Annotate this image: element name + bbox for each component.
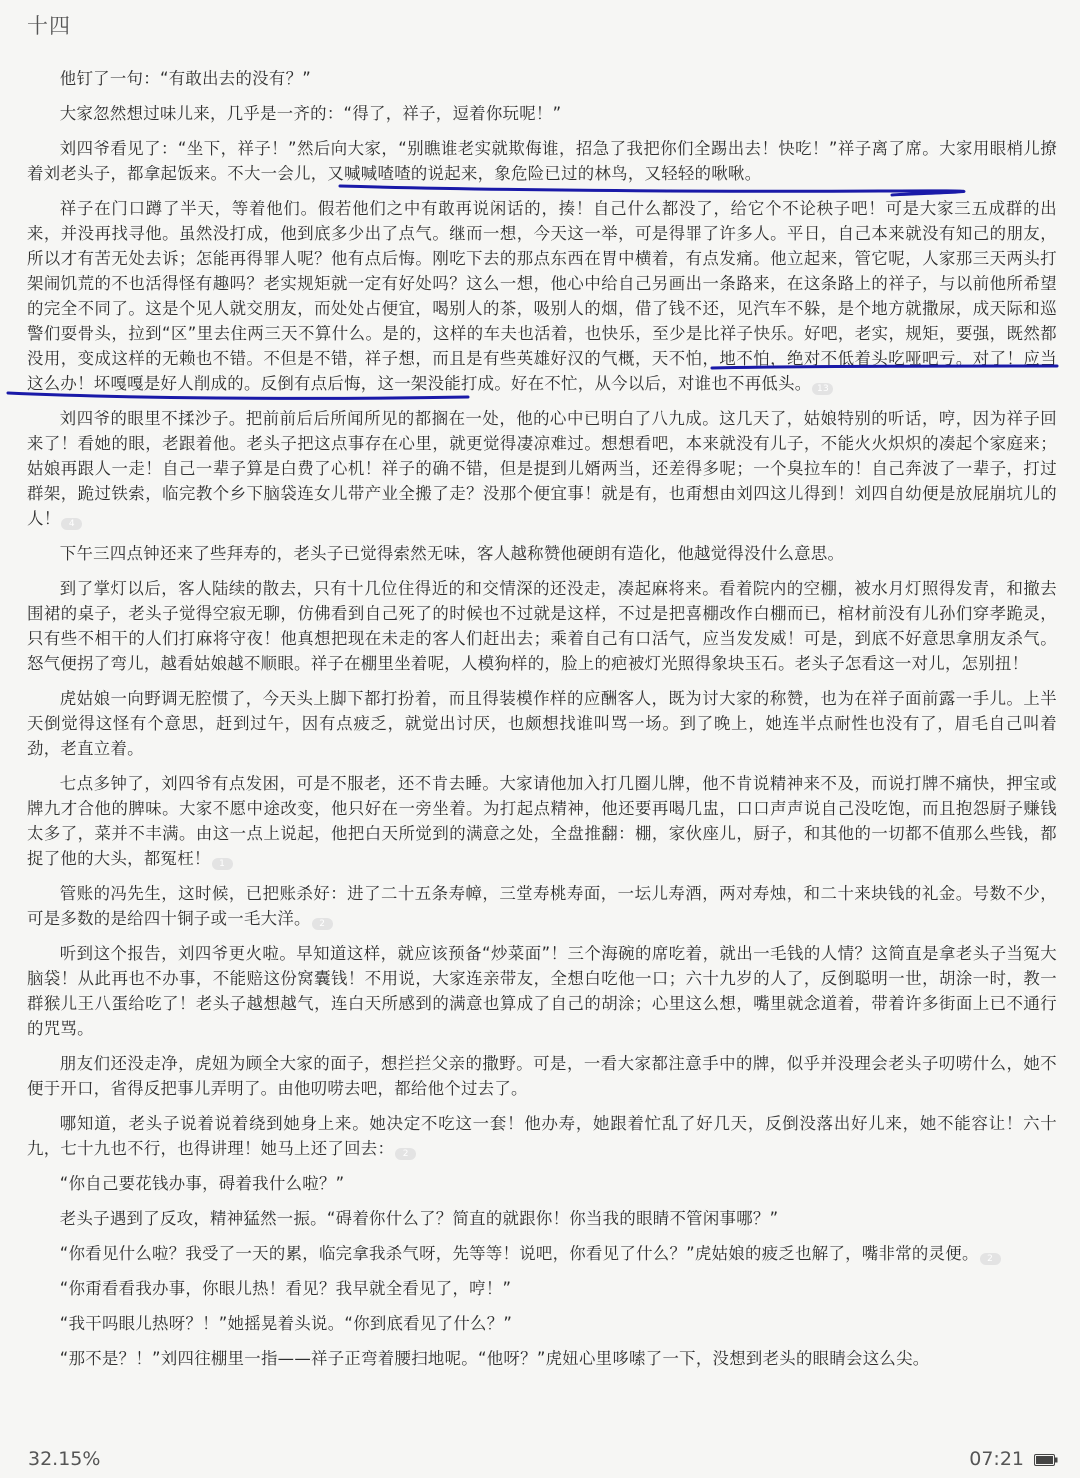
- annotation-count-badge[interactable]: 2: [312, 918, 333, 930]
- paragraph-text: 祥子在门口蹲了半天，等着他们。假若他们之中有敢再说闲话的，揍！自己什么都没了，给它个不论秧子吧！可是大家三五成群的出来，并没再找寻他。虽然没打成，他到底多少出了点气。继而一想，今天这一举，可是得罪了许多人。平日，自己本来就没有知己的朋友，所以才有苦无处去诉；怎能再得罪人呢？他有点后悔。刚吃下去的那点东西在胃中横着，有点发痛。他立起来，管它呢，人家那三天两头打架闹饥荒的不也活得怪有趣吗？老实规矩就一定有好处吗？这么一想，他心中给自己另画出一条路来，在这条路上的祥子，与以前他所希望的完全不同了。这是个见人就交朋友，而处处占便宜，喝别人的茶，吸别人的烟，借了钱不还，见汽车不躲，是个地方就撒尿，成天际和巡警们耍骨头，拉到“区”里去住两三天不算什么。是的，这样的车夫也活着，也快乐，至少是比祥子快乐。好吧，老实，规矩，要强，既然都没用，变成这样的无赖也不错。不但是不错，祥子想，而且是有些英雄好汉的气概，天不怕，地不怕，绝对不低着头吃哑吧亏。对了！应当这么办！坏嘎嘎是好人削成的。反倒有点后悔，这一架没能打成。好在不忙，从今以后，对谁也不再低头。: [27, 199, 1057, 393]
- paragraph: [27, 1206, 1057, 1231]
- paragraph: [27, 686, 1057, 761]
- paragraph-text: 老头子遇到了反攻，精神猛然一振。“碍着你什么了？简直的就跟你！你当我的眼睛不管闲事哪？”: [59, 1209, 779, 1228]
- annotation-count-badge[interactable]: 4: [61, 518, 82, 530]
- annotation-count-badge[interactable]: 13: [812, 383, 833, 395]
- paragraph: [27, 1346, 1057, 1371]
- paragraph-text: 七点多钟了，刘四爷有点发困，可是不服老，还不肯去睡。大家请他加入打几圈儿牌，他不肯说精神来不及，而说打牌不痛快，押宝或牌九才合他的脾味。大家不愿中途改变，他只好在一旁坐着。为打起点精神，他还要再喝几盅，口口声声说自己没吃饱，而且抱怨厨子赚钱太多了，菜并不丰满。由这一点上说起，他把白天所觉到的满意之处，全盘推翻：棚，家伙座儿，厨子，和其他的一切都不值那么些钱，都捉了他的大头，都冤枉！: [27, 774, 1057, 868]
- chapter-content: [27, 66, 1057, 1381]
- paragraph: [27, 941, 1057, 1041]
- paragraph-text: “你甭看看我办事，你眼儿热！看见？我早就全看见了，哼！”: [59, 1279, 512, 1298]
- paragraph: [27, 1171, 1057, 1196]
- paragraph-text: “你自己要花钱办事，碍着我什么啦？”: [59, 1174, 345, 1193]
- paragraph-text: 管账的冯先生，这时候，已把账杀好：进了二十五条寿幛，三堂寿桃寿面，一坛儿寿酒，两对寿烛，和二十来块钱的礼金。号数不少，可是多数的是给四十铜子或一毛大洋。: [27, 884, 1057, 928]
- paragraph: [27, 1051, 1057, 1101]
- paragraph-text: “那不是？！”刘四往棚里一指——祥子正弯着腰扫地呢。“他呀？”虎妞心里哆嗦了一下，没想到老头的眼睛会这么尖。: [59, 1349, 930, 1368]
- paragraph: [27, 406, 1057, 531]
- status-bar: [0, 1446, 1080, 1478]
- paragraph: [27, 541, 1057, 566]
- paragraph-text: 虎姑娘一向野调无腔惯了，今天头上脚下都打扮着，而且得装模作样的应酬客人，既为讨大家的称赞，也为在祥子面前露一手儿。上半天倒觉得这怪有个意思，赶到过午，因有点疲乏，就觉出讨厌，也颇想找谁叫骂一场。到了晚上，她连半点耐性也没有了，眉毛自己叫着劲，老直立着。: [27, 689, 1057, 758]
- paragraph: [27, 196, 1057, 396]
- annotation-count-badge[interactable]: 2: [395, 1148, 416, 1160]
- annotation-count-badge[interactable]: 1: [212, 858, 233, 870]
- paragraph-text: 朋友们还没走净，虎妞为顾全大家的面子，想拦拦父亲的撒野。可是，一看大家都注意手中的牌，似乎并没理会老头子叨唠什么，她不便于开口，省得反把事儿弄明了。由他叨唠去吧，都给他个过去了。: [27, 1054, 1057, 1098]
- paragraph-text: 刘四爷看见了：“坐下，祥子！”然后向大家，“别瞧谁老实就欺侮谁，招急了我把你们全踢出去！快吃！”祥子离了席。大家用眼梢儿撩着刘老头子，都拿起饭来。不大一会儿，又喊喊喳喳的说起来，象危险已过的林鸟，又轻轻的啾啾。: [27, 139, 1057, 183]
- paragraph-text: 下午三四点钟还来了些拜寿的，老头子已觉得索然无味，客人越称赞他硬朗有造化，他越觉得没什么意思。: [59, 544, 845, 563]
- paragraph: [27, 101, 1057, 126]
- paragraph: [27, 1111, 1057, 1161]
- paragraph: [27, 881, 1057, 931]
- paragraph: [27, 771, 1057, 871]
- chapter-title: 十四: [27, 14, 71, 38]
- paragraph-text: 哪知道，老头子说着说着绕到她身上来。她决定不吃这一套！他办寿，她跟着忙乱了好几天，反倒没落出好儿来，她不能容让！六十九，七十九也不行，也得讲理！她马上还了回去：: [27, 1114, 1057, 1158]
- paragraph-text: “你看见什么啦？我受了一天的累，临完拿我杀气呀，先等等！说吧，你看见了什么？”虎姑娘的疲乏也解了，嘴非常的灵便。: [59, 1244, 979, 1263]
- paragraph: [27, 136, 1057, 186]
- paragraph: [27, 1276, 1057, 1301]
- paragraph: [27, 576, 1057, 676]
- reading-progress: 32.15%: [28, 1448, 101, 1470]
- paragraph-text: 听到这个报告，刘四爷更火啦。早知道这样，就应该预备“炒菜面”！三个海碗的席吃着，就出一毛钱的人情？这简直是拿老头子当冤大脑袋！从此再也不办事，不能赔这份窝囊钱！不用说，大家连亲带友，全想白吃他一口；六十九岁的人了，反倒聪明一世，胡涂一时，教一群猴儿王八蛋给吃了！老头子越想越气，连白天所感到的满意也算成了自己的胡涂；心里这么想，嘴里就念道着，带着许多街面上已不通行的咒骂。: [27, 944, 1057, 1038]
- paragraph: [27, 1241, 1057, 1266]
- paragraph-text: 他钉了一句：“有敢出去的没有？”: [59, 69, 312, 88]
- annotation-count-badge[interactable]: 2: [980, 1253, 1001, 1265]
- paragraph: [27, 1311, 1057, 1336]
- battery-icon: [1034, 1454, 1058, 1466]
- paragraph-text: 到了掌灯以后，客人陆续的散去，只有十几位住得近的和交情深的还没走，凑起麻将来。看着院内的空棚，被水月灯照得发青，和撤去围裙的桌子，老头子觉得空寂无聊，仿佛看到自己死了的时候也不过就是这样，不过是把喜棚改作白棚而已，棺材前没有儿孙们穿孝跪灵，只有些不相干的人们打麻将守夜！他真想把现在未走的客人们赶出去；乘着自己有口活气，应当发发威！可是，到底不好意思拿朋友杀气。怒气便拐了弯儿，越看姑娘越不顺眼。祥子在棚里坐着呢，人模狗样的，脸上的疤被灯光照得象块玉石。老头子怎看这一对儿，怎别扭！: [27, 579, 1057, 673]
- paragraph-text: “我干吗眼儿热呀？！”她摇晃着头说。“你到底看见了什么？”: [59, 1314, 513, 1333]
- paragraph-text: 刘四爷的眼里不揉沙子。把前前后后所闻所见的都搁在一处，他的心中已明白了八九成。这几天了，姑娘特别的听话，哼，因为祥子回来了！看她的眼，老跟着他。老头子把这点事存在心里，就更觉得凄凉难过。想想看吧，本来就没有儿子，不能火火炽炽的凑起个家庭来；姑娘再跟人一走！自己一辈子算是白费了心机！祥子的确不错，但是提到儿婿两当，还差得多呢；一个臭拉车的！自己奔波了一辈子，打过群架，跪过铁索，临完教个乡下脑袋连女儿带产业全搬了走？没那个便宜事！就是有，也甭想由刘四这儿得到！刘四自幼便是放屁崩坑儿的人！: [27, 409, 1057, 528]
- paragraph: [27, 66, 1057, 91]
- clock: 07:21: [969, 1448, 1024, 1470]
- paragraph-text: 大家忽然想过味儿来，几乎是一齐的：“得了，祥子，逗着你玩呢！”: [59, 104, 562, 123]
